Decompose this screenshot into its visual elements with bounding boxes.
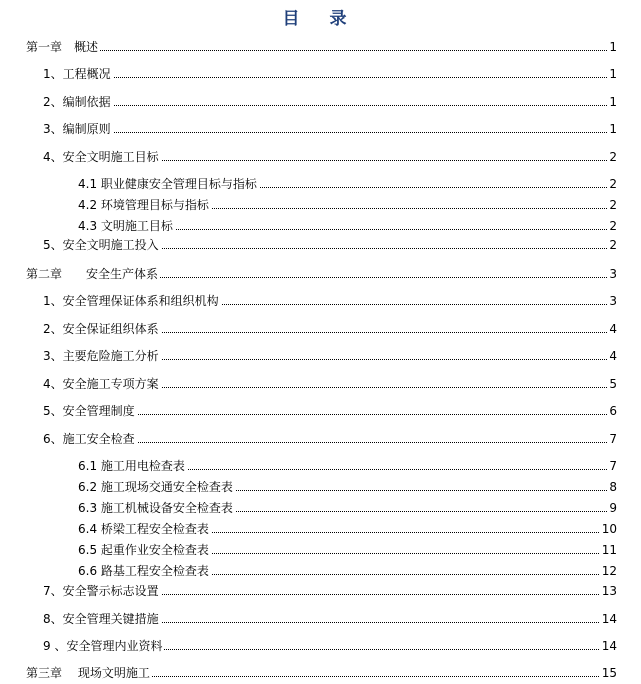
toc-entry-label: 6、施工安全检查	[43, 432, 135, 446]
toc-entry-page: 4	[609, 322, 617, 336]
toc-entry-label: 5、安全管理制度	[43, 404, 135, 418]
toc-entry[interactable]	[0, 94, 641, 110]
toc-entry[interactable]	[0, 458, 641, 474]
toc-entry[interactable]	[0, 66, 641, 82]
toc-entry-page: 5	[609, 377, 617, 391]
toc-entry-page: 11	[601, 543, 617, 557]
dot-leader	[43, 132, 617, 133]
toc-entry-page: 1	[609, 122, 617, 136]
toc-entry-label: 4.3 文明施工目标	[78, 219, 173, 233]
toc-entry-label: 4.2 环境管理目标与指标	[78, 198, 209, 212]
toc-entry-page: 14	[601, 639, 617, 653]
toc-entry-label: 3、编制原则	[43, 122, 111, 136]
toc-entry-page: 6	[609, 404, 617, 418]
toc-entry[interactable]	[0, 321, 641, 337]
toc-entry[interactable]	[0, 121, 641, 137]
toc-entry-label: 6.5 起重作业安全检查表	[78, 543, 209, 557]
toc-entry-page: 10	[601, 522, 617, 536]
toc-entry[interactable]	[0, 479, 641, 495]
toc-entry[interactable]	[0, 583, 641, 599]
toc-entry[interactable]	[0, 39, 641, 55]
toc-entry-label: 第二章 安全生产体系	[26, 267, 159, 281]
toc-entry-page: 7	[609, 432, 617, 446]
toc-entry-label: 1、工程概况	[43, 67, 111, 81]
dot-leader	[43, 105, 617, 106]
toc-entry-page: 1	[609, 67, 617, 81]
dot-leader	[26, 50, 617, 51]
toc-entry-label: 2、安全保证组织体系	[43, 322, 159, 336]
toc-entry[interactable]	[0, 237, 641, 253]
toc-entry-label: 9 、安全管理内业资料	[43, 639, 163, 653]
toc-entry-label: 6.1 施工用电检查表	[78, 459, 185, 473]
toc-entry[interactable]	[0, 665, 641, 681]
toc-entry-page: 9	[609, 501, 617, 515]
toc-entry-page: 2	[609, 219, 617, 233]
toc-entry-label: 5、安全文明施工投入	[43, 238, 159, 252]
toc-entry-label: 8、安全管理关键措施	[43, 612, 159, 626]
toc-entry-page: 14	[601, 612, 617, 626]
toc-entry-label: 4、安全文明施工目标	[43, 150, 159, 164]
dot-leader	[43, 77, 617, 78]
page-title: 目 录	[282, 9, 359, 29]
toc-entry-label: 6.6 路基工程安全检查表	[78, 564, 209, 578]
toc-entry-page: 2	[609, 177, 617, 191]
toc-entry-page: 2	[609, 238, 617, 252]
toc-entry[interactable]	[0, 431, 641, 447]
toc-entry[interactable]	[0, 638, 641, 654]
toc-entry-page: 1	[609, 95, 617, 109]
toc-entry-label: 6.4 桥梁工程安全检查表	[78, 522, 209, 536]
toc-entry-label: 6.2 施工现场交通安全检查表	[78, 480, 233, 494]
toc-entry-label: 4、安全施工专项方案	[43, 377, 159, 391]
toc-entry[interactable]	[0, 293, 641, 309]
toc-entry-page: 2	[609, 150, 617, 164]
toc-entry[interactable]	[0, 521, 641, 537]
toc-entry[interactable]	[0, 611, 641, 627]
toc-entry-label: 1、安全管理保证体系和组织机构	[43, 294, 219, 308]
toc-entry-label: 2、编制依据	[43, 95, 111, 109]
toc-entry-page: 3	[609, 294, 617, 308]
toc-entry-page: 8	[609, 480, 617, 494]
toc-entry[interactable]	[0, 218, 641, 234]
toc-entry-page: 1	[609, 40, 617, 54]
toc-entry[interactable]	[0, 176, 641, 192]
toc-entry-label: 3、主要危险施工分析	[43, 349, 159, 363]
toc-entry-page: 2	[609, 198, 617, 212]
toc-entry[interactable]	[0, 149, 641, 165]
toc-entry-label: 7、安全警示标志设置	[43, 584, 159, 598]
toc-entry-label: 4.1 职业健康安全管理目标与指标	[78, 177, 257, 191]
toc-entry-page: 13	[601, 584, 617, 598]
toc-entry-label: 第三章 现场文明施工	[26, 666, 150, 680]
toc-entry-page: 4	[609, 349, 617, 363]
toc-entry[interactable]	[0, 376, 641, 392]
toc-entry[interactable]	[0, 266, 641, 282]
toc-entry-page: 15	[601, 666, 617, 680]
toc-entry[interactable]	[0, 563, 641, 579]
toc-entry-label: 第一章 概述	[26, 40, 99, 54]
toc-entry[interactable]	[0, 197, 641, 213]
toc-entry[interactable]	[0, 403, 641, 419]
toc-entry-page: 7	[609, 459, 617, 473]
toc-entry-label: 6.3 施工机械设备安全检查表	[78, 501, 233, 515]
toc-entry[interactable]	[0, 542, 641, 558]
toc-entry-page: 3	[609, 267, 617, 281]
toc-entry[interactable]	[0, 500, 641, 516]
toc-entry-page: 12	[601, 564, 617, 578]
toc-entry[interactable]	[0, 348, 641, 364]
